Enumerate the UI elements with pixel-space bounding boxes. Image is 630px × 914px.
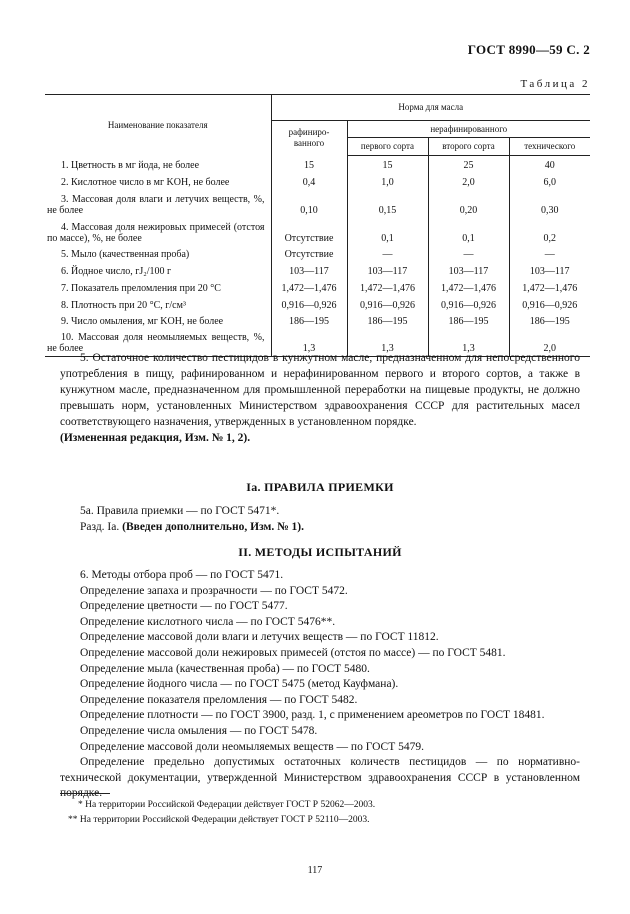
row-value-cell: 0,10 (271, 190, 347, 218)
section-1a-line2-note: (Введен дополнительно, Изм. № 1). (122, 521, 304, 533)
section-2-title: II. МЕТОДЫ ИСПЫТАНИЙ (238, 545, 402, 559)
method-item: Определение йодного числа — по ГОСТ 5475 (метод Кауфмана). (80, 678, 399, 691)
row-value-cell: 1,3 (347, 329, 428, 357)
method-item: Определение массовой доли неомыляемых веществ — по ГОСТ 5479. (80, 740, 424, 753)
row-value-cell: 1,472—1,476 (347, 279, 428, 296)
row-value-cell: 103—117 (509, 262, 590, 279)
row-indicator-text: 10. Массовая доля неомыляемых веществ, %, не более (47, 332, 265, 354)
col-header-unrefined: нерафинированного (347, 121, 590, 138)
row-indicator-text: 2. Кислотное число в мг KOH, не более (61, 176, 230, 188)
row-indicator-text: 8. Плотность при 20 °С, г/см³ (61, 299, 186, 311)
method-item: Определение кислотного числа — по ГОСТ 5476**. (80, 615, 336, 628)
row-value-cell: 1,3 (428, 329, 509, 357)
row-value-cell: — (347, 246, 428, 262)
method-item: Определение массовой доли влаги и летучих веществ — по ГОСТ 11812. (80, 631, 439, 644)
row-indicator-name (45, 218, 271, 246)
table-row (45, 156, 590, 173)
row-value-cell: 0,916—0,926 (428, 296, 509, 313)
row-indicator-text: 4. Массовая доля нежировых примесей (отстоя по массе), %, не более (47, 221, 265, 244)
table-row (45, 246, 590, 262)
col-header-second-grade: второго сорта (428, 138, 509, 156)
row-value-cell: 1,472—1,476 (428, 279, 509, 296)
table-row (45, 173, 590, 190)
row-indicator-name (45, 173, 271, 190)
col-header-refined: рафиниро- ванного (271, 121, 347, 156)
method-item: Определение запаха и прозрачности — по ГОСТ 5472. (80, 584, 348, 597)
row-value-cell: 0,1 (347, 218, 428, 246)
col-header-first-grade: первого сорта (347, 138, 428, 156)
section-1a-line2-prefix: Разд. Ia. (80, 521, 123, 533)
row-value-cell: 2,0 (509, 329, 590, 357)
row-value-cell: Отсутствие (271, 218, 347, 246)
row-value-cell: 186—195 (428, 313, 509, 329)
paragraph-5-text: 5. Остаточное количество пестицидов в кунжутном масле, предназначенном для непосредственного употребления в пищу, рафинированном и нерафинированном первого и второго сортов, а также в кунжутном масле, предназначенном для промышленной переработки на пищевые продукты, не должно превышать норм, установленных Министерством здравоохранения СССР для растительных масел соответствующего назначения, утвержденных в установленном порядке. (60, 352, 580, 428)
row-value-cell: 15 (271, 156, 347, 173)
row-indicator-name (45, 156, 271, 173)
row-value-cell: 186—195 (347, 313, 428, 329)
document-header: ГОСТ 8990—59 С. 2 (467, 42, 590, 57)
row-value-cell: 0,1 (428, 218, 509, 246)
row-value-cell: — (509, 246, 590, 262)
col-header-norm: Норма для масла (271, 95, 590, 121)
row-value-cell: Отсутствие (271, 246, 347, 262)
row-indicator-name (45, 279, 271, 296)
quality-table (45, 94, 590, 357)
row-indicator-name (45, 262, 271, 279)
row-indicator-text: 9. Число омыления, мг KOH, не более (61, 315, 224, 327)
row-value-cell: 1,472—1,476 (509, 279, 590, 296)
row-value-cell: 15 (347, 156, 428, 173)
row-value-cell: 1,472—1,476 (271, 279, 347, 296)
row-value-cell: 2,0 (428, 173, 509, 190)
method-item: Определение предельно допустимых остаточных количеств пестицидов — по нормативно-технической документации, утвержденной Министерством здравоохранения СССР в установленном порядке. (60, 756, 580, 800)
row-value-cell: 186—195 (509, 313, 590, 329)
row-value-cell: 0,15 (347, 190, 428, 218)
table-row (45, 313, 590, 329)
row-indicator-text: 5. Мыло (качественная проба) (61, 248, 190, 260)
page-number: 117 (307, 865, 323, 876)
section-1a-line1: 5а. Правила приемки — по ГОСТ 5471*. (80, 505, 280, 517)
row-indicator-name (45, 246, 271, 262)
row-value-cell: 0,30 (509, 190, 590, 218)
row-value-cell: 0,916—0,926 (509, 296, 590, 313)
section-1a-line2 (60, 519, 580, 535)
row-indicator-text: 6. Йодное число, гJ₂/100 г (61, 265, 172, 277)
row-value-cell: 103—117 (347, 262, 428, 279)
row-indicator-name (45, 313, 271, 329)
col-header-name: Наименование показателя (45, 95, 271, 156)
row-value-cell: 186—195 (271, 313, 347, 329)
row-value-cell: 0,916—0,926 (271, 296, 347, 313)
row-value-cell: 25 (428, 156, 509, 173)
footnote-1: * На территории Российской Федерации действует ГОСТ Р 52062—2003. (78, 800, 376, 810)
row-value-cell: 6,0 (509, 173, 590, 190)
row-value-cell: — (428, 246, 509, 262)
table-row (45, 218, 590, 246)
row-value-cell: 1,3 (271, 329, 347, 357)
footnote-separator (60, 793, 110, 794)
row-indicator-text: 7. Показатель преломления при 20 °С (61, 282, 221, 294)
methods-list (60, 568, 580, 802)
row-value-cell: 0,4 (271, 173, 347, 190)
row-value-cell: 1,0 (347, 173, 428, 190)
method-item: 6. Методы отбора проб — по ГОСТ 5471. (80, 569, 284, 581)
row-value-cell: 103—117 (428, 262, 509, 279)
paragraph-5-note: (Измененная редакция, Изм. № 1, 2). (60, 432, 251, 444)
row-indicator-name (45, 190, 271, 218)
row-indicator-text: 1. Цветность в мг йода, не более (61, 159, 200, 171)
method-item: Определение массовой доли нежировых примесей (отстоя по массе) — по ГОСТ 5481. (80, 646, 506, 659)
table-caption: Таблица 2 (520, 78, 590, 90)
row-value-cell: 103—117 (271, 262, 347, 279)
footnote-2: ** На территории Российской Федерации действует ГОСТ Р 52110—2003. (68, 815, 370, 825)
row-value-cell: 0,2 (509, 218, 590, 246)
row-value-cell: 0,916—0,926 (347, 296, 428, 313)
row-value-cell: 0,20 (428, 190, 509, 218)
table-row (45, 262, 590, 279)
row-value-cell: 40 (509, 156, 590, 173)
row-indicator-name (45, 296, 271, 313)
method-item: Определение показателя преломления — по ГОСТ 5482. (80, 693, 358, 706)
table-row (45, 279, 590, 296)
method-item: Определение мыла (качественная проба) — по ГОСТ 5480. (80, 662, 370, 675)
paragraph-5 (60, 350, 580, 446)
method-item: Определение цветности — по ГОСТ 5477. (80, 600, 288, 613)
table-row (45, 190, 590, 218)
section-1a-title: Ia. ПРАВИЛА ПРИЕМКИ (246, 480, 394, 494)
table-row (45, 296, 590, 313)
method-item: Определение плотности — по ГОСТ 3900, разд. 1, с применением ареометров по ГОСТ 18481. (80, 709, 545, 722)
method-item: Определение числа омыления — по ГОСТ 5478. (80, 724, 318, 737)
row-indicator-text: 3. Массовая доля влаги и летучих веществ, %, не более (47, 193, 265, 216)
col-header-technical: технического (509, 138, 590, 156)
